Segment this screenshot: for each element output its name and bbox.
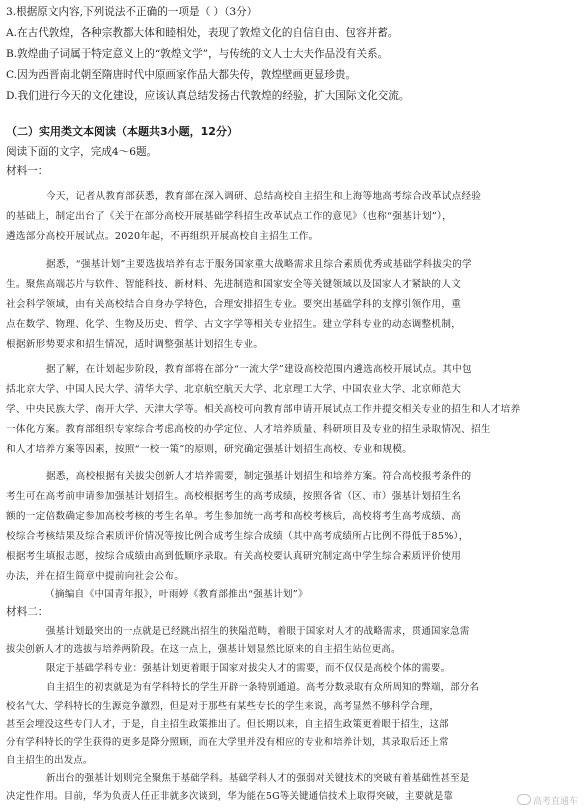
- material1-line: 生。聚焦高端芯片与软件、智能科技、新材料、先进制造和国家安全等关键领域以及国家人才紧缺的人文: [6, 279, 462, 290]
- material1-line: 点在数学、物理、化学、生物及历史、哲学、古文字学等相关专业招生。建立学科专业的动态调整机制，: [6, 319, 462, 330]
- watermark-text: 高考直通车: [532, 797, 578, 807]
- material1-label: 材料一：: [6, 165, 49, 177]
- material2-line: 校名气大、学科特长的生源竞争激烈，但是对于那些有某些专长的学生来说，高考显然不够科学合理，: [6, 701, 440, 712]
- wechat-icon: [517, 794, 531, 805]
- material1-line: 考生可在高考前申请参加强基计划招生。高校根据考生的高考成绩，按照各省（区、市）强基计划招生名: [6, 491, 462, 502]
- material2-line: 限定于基础学科专业：强基计划更着眼于国家对拔尖人才的需要，而不仅仅是高校个体的需要。: [46, 663, 451, 674]
- material1-line: 额的一定倍数确定参加高校考核的考生名单。考生参加统一高考和高校考核后，高校将考生高考成绩、高: [6, 511, 462, 522]
- material2-label: 材料二：: [6, 606, 49, 618]
- option-d: D.我们进行今天的文化建设，应该认真总结发扬古代敦煌的经验，扩大国际文化交流。: [6, 90, 410, 102]
- material1-source: （摘编自《中国青年报》，叶雨婷《教育部推出“强基计划”》: [45, 589, 308, 600]
- material1-line: 社会科学领域，由有关高校结合自身办学特色，合理安排招生专业。要突出基础学科的支撑引领作用，重: [6, 299, 462, 310]
- material1-line: 一体化方案。教育部组织专家综合考虑高校的办学定位、人才培养质量、科研项目及专业的招生录取情况、招生: [6, 424, 491, 435]
- reading-instruction: 阅读下面的文字，完成4～6题。: [6, 146, 158, 158]
- section-title: （二）实用类文本阅读（本题共3小题，12分）: [6, 125, 238, 138]
- material1-line: 遴选部分高校开展试点。2020年起，不再组织开展高校自主招生工作。: [6, 231, 319, 242]
- material1-line: 学、中央民族大学、南开大学、天津大学等。相关高校可向教育部申请开展试点工作并提交相关专业的招生和人才培养: [6, 404, 521, 415]
- option-a: A.在古代敦煌，各种宗教都大体和睦相处，表现了敦煌文化的自信自由、包容并蓄。: [6, 27, 399, 39]
- material1-line: 和人才培养方案等因素，按照“一校一策”的原则，研究确定强基计划招生高校、专业和规模。: [6, 444, 413, 455]
- material2-line: 甚至会埋没这些专门人才，于是，自主招生政策推出了。但长期以来，自主招生政策更着眼于招生，这部: [6, 719, 449, 730]
- material1-line: 的基础上，制定出台了《关于在部分高校开展基础学科招生改革试点工作的意见》（也称“强基计划”），: [6, 211, 453, 222]
- material2-line: 分有学科特长的学生获得的更多是降分照顾，而在大学里并没有相应的专业和培养计划，其录取后还上常: [6, 737, 449, 748]
- material1-line: 根据新形势要求和招生情况，适时调整强基计划招生专业。: [6, 339, 264, 350]
- material1-line: 据悉，“强基计划”主要选拔培养有志于服务国家重大战略需求且综合素质优秀或基础学科拔尖的学: [46, 259, 472, 270]
- material1-line: 根据考生填报志愿，按综合成绩由高到低顺序录取。有关高校要认真研究制定高中学生综合素质评价使用: [6, 551, 462, 562]
- material1-line: 今天，记者从教育部获悉，教育部在深入调研、总结高校自主招生和上海等地高考综合改革试点经验: [46, 191, 482, 202]
- material2-line: 自主招生的出发点。: [6, 755, 93, 766]
- material1-line: 办法，并在招生简章中提前向社会公布。: [6, 571, 185, 582]
- material2-line: 决定性作用。目前，华为负责人任正非就多次谈到，华为能在5G等关键通信技术上取得突破，主要就是靠: [6, 791, 454, 802]
- question3-stem: 3.根据原文内容,下列说法不正确的一项是（ ）（3分）: [6, 6, 258, 18]
- material1-line: 据悉，高校根据有关拔尖创新人才培养需要，制定强基计划招生和培养方案。符合高校报考条件的: [46, 471, 472, 482]
- material2-line: 新出台的强基计划则完全聚焦于基础学科。基础学科人才的强弱对关键技术的突破有着基础性甚至是: [46, 773, 470, 784]
- material1-line: 据了解，在计划起步阶段，教育部将在部分“一流大学”建设高校范围内遴选高校开展试点。其中包: [46, 364, 472, 375]
- material2-line: 拔尖创新人才的选拔与培养两阶段。在这一点上，强基计划显然比原来的自主招生站位更高。: [6, 644, 401, 655]
- material2-line: 自主招生的初衷就是为有学科特长的学生开辟一条特别通道。高考分数录取有众所周知的弊端，部分名: [46, 682, 480, 693]
- material2-line: 强基计划最突出的一点就是已经跳出招生的狭隘范畴，着眼于国家对人才的战略需求，贯通国家急需: [46, 626, 470, 637]
- option-c: C.因为西晋南北朝至隋唐时代中原画家作品大都失传，敦煌壁画更显珍贵。: [6, 69, 357, 81]
- material1-line: 括北京大学、中国人民大学、清华大学、北京航空航天大学、北京理工大学、中国农业大学、北京师范大: [6, 384, 462, 395]
- option-b: B.敦煌曲子词属于特定意义上的“敦煌文学”，与传统的文人士大夫作品没有关系。: [6, 48, 389, 60]
- material1-line: 校综合考核结果及综合素质评价情况等按比例合成考生综合成绩（其中高考成绩所占比例不得低于85%），: [6, 531, 469, 542]
- watermark: [517, 794, 578, 807]
